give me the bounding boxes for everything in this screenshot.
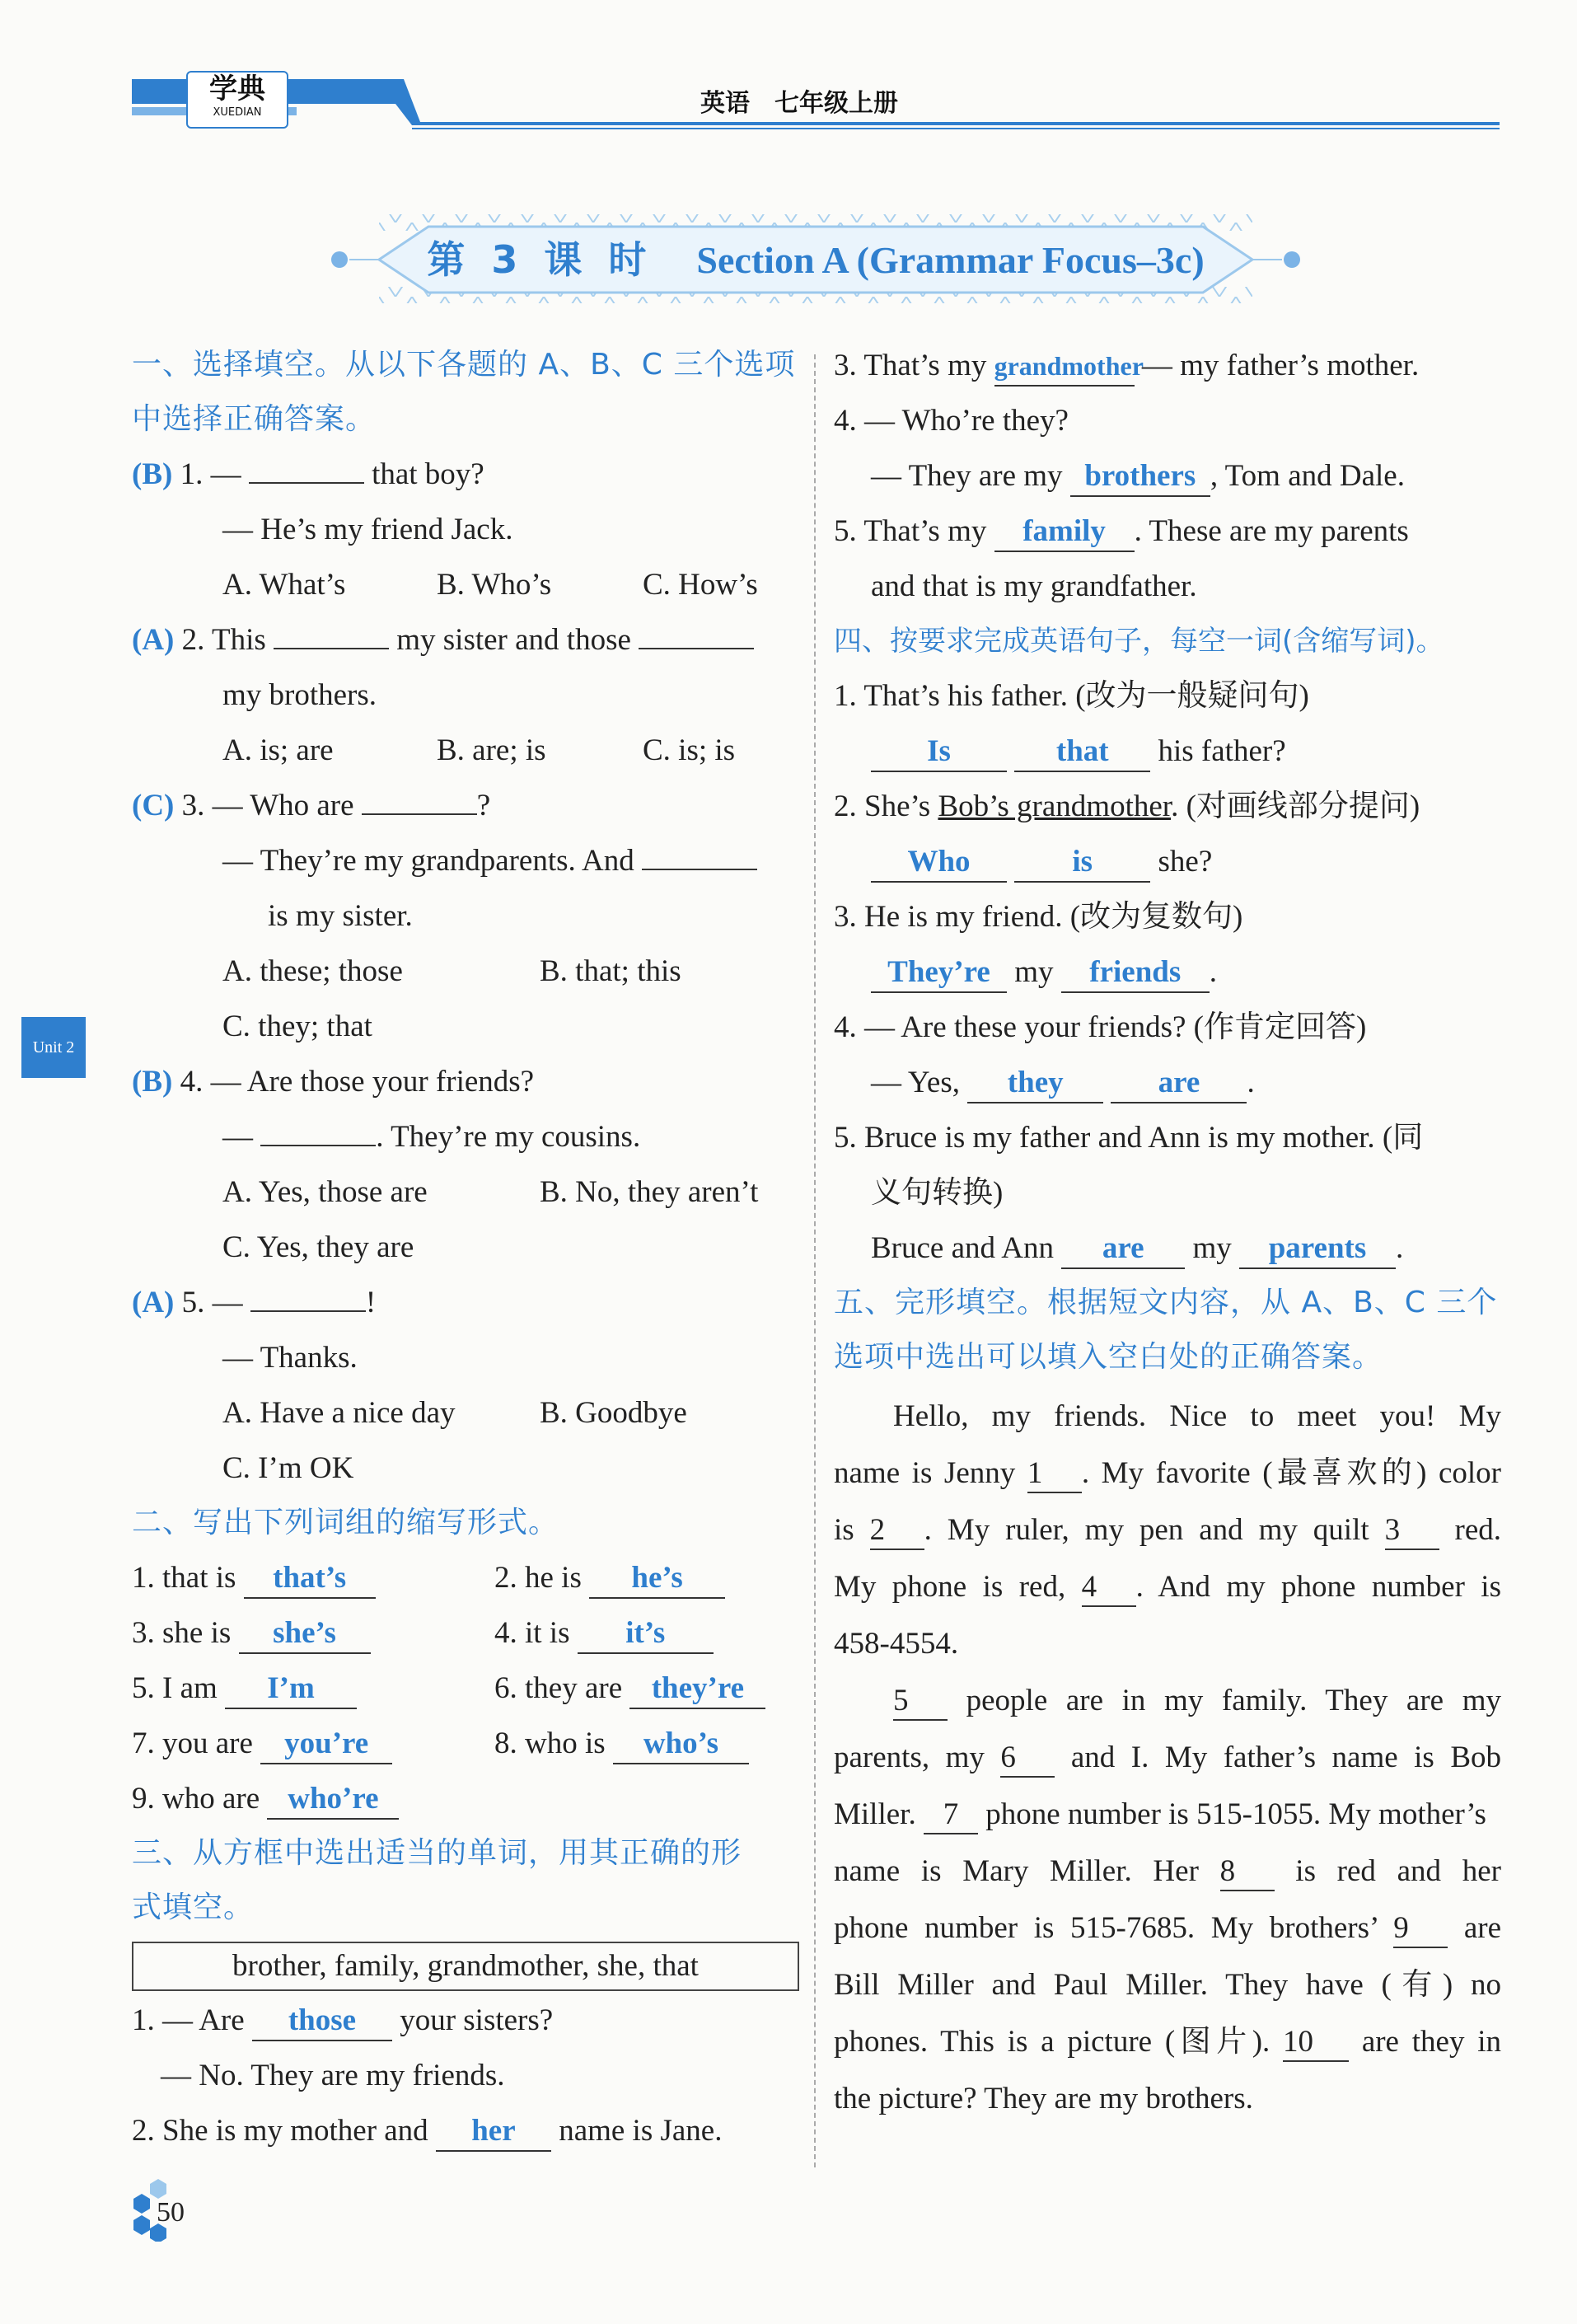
p3-q2: 2. She is my mother and her name is Jane. [132,2103,799,2158]
cloze-text: Hello, my friends. Nice to meet you! My [893,1399,1501,1433]
lesson-title [412,231,1219,289]
part1-heading-2: 中选择正确答案。 [132,402,377,436]
p1-q1-answer: (B) [132,457,173,491]
p4-q4-stem: 4. — Are these your friends? (作肯定回答) [834,1010,1367,1044]
logo-en: XUEDIAN [213,106,262,119]
cloze-line [834,1843,1501,1900]
p1-q2-options: A. is; are B. are; is C. is; is [222,733,736,767]
p3-q5: 5. That’s my family . These are my parents [834,504,1501,559]
section-name: Section A (Grammar Focus–3c) [696,239,1205,281]
cloze-blank[interactable]: 2 [870,1512,924,1550]
cloze-text: is [834,1513,870,1547]
cloze-text: Miller. [834,1797,924,1831]
part1-heading-1: 一、选择填空。从以下各题的 A、B、C 三个选项 [132,348,796,382]
cloze-text: are they in [1349,2025,1501,2059]
cloze-blank[interactable]: 6 [1000,1740,1055,1778]
part2-heading: 二、写出下列词组的缩写形式。 [132,1506,559,1539]
word-box: brother, family, grandmother, she, that [132,1942,799,1991]
cloze-text: My phone is red, [834,1570,1082,1604]
p1-q3-stem: (C) 3. — Who are ? [132,789,491,822]
p2-row-5: 9. who are who’re [132,1771,799,1826]
cloze-text: the picture? They are my brothers. [834,2082,1253,2115]
cloze-blank[interactable]: 7 [924,1797,978,1834]
part5-heading-2: 选项中选出可以填入空白处的正确答案。 [834,1340,1383,1374]
p4-q1-stem: 1. That’s his father. (改为一般疑问句) [834,679,1309,713]
cloze-text: . My favorite (最喜欢的) color [1081,1456,1501,1490]
cloze-text: 458-4554. [834,1627,959,1661]
cloze-text: phone number is 515-7685. My brothers’ [834,1911,1394,1945]
page-number: 50 [157,2197,185,2228]
part3-heading-1: 三、从方框中选出适当的单词，用其正确的形 [132,1836,742,1870]
book-title: 英语 七年级上册 [700,89,898,118]
cloze-text: red. [1439,1513,1501,1547]
column-divider [814,354,816,2167]
lesson-number: 第 3 课 时 [427,237,653,282]
p1-q3-blank-1[interactable] [362,813,477,815]
p4-q2-stem: 2. She’s Bob’s grandmother. (对画线部分提问) [834,790,1420,823]
p1-q4-blank[interactable] [260,1145,376,1146]
cloze-line [834,1900,1501,1956]
p1-q2-blank-2[interactable] [639,648,754,649]
unit-tab: Unit 2 [21,1017,86,1078]
cloze-line [834,1786,1501,1843]
part4-heading: 四、按要求完成英语句子，每空一词(含缩写词)。 [834,625,1444,658]
p4-q4-answer: — Yes, they are . [834,1055,1501,1110]
cloze-line [834,1615,1501,1672]
cloze-line [834,1388,1501,1445]
cloze-line [834,1672,1501,1729]
part5-heading-1: 五、完形填空。根据短文内容，从 A、B、C 三个 [834,1286,1498,1319]
p2-row-2: 3. she is she’s 4. it is it’s [132,1605,799,1661]
cloze-text: parents, my [834,1741,1001,1774]
p1-q1-options: A. What’s B. Who’s C. How’s [222,568,758,602]
p4-q1-answer: Is that his father? [834,724,1501,779]
cloze-text: is red and her [1274,1854,1501,1888]
logo-cn: 学典 [209,73,265,105]
cloze-blank[interactable]: 4 [1082,1569,1136,1607]
cloze-blank[interactable]: 10 [1283,2024,1349,2062]
cloze-line [834,1558,1501,1615]
p3-q3: 3. That’s my grandmother — my father’s mother. [834,338,1501,393]
p1-q3-options: A. these; those B. that; this [222,954,681,988]
cloze-text: . And my phone number is [1135,1570,1501,1604]
p4-q3-answer: They’re my friends . [834,944,1501,1000]
p1-q2-stem: (A) 2. This my sister and those [132,612,799,668]
p1-q4-options: A. Yes, those are B. No, they aren’t [222,1175,759,1209]
p3-q4: 4. — Who’re they? [834,404,1069,438]
cloze-line [834,1502,1501,1558]
p1-q1-blank[interactable] [249,482,364,484]
right-column: 3. That’s my grandmother — my father’s mother. 4. — Who’re they? — They are my brothers , Tom and Dale. 5. That’s my family . These are my parents and that is my grandfather. 四、按要求完成英语句子，每空一词(含缩写词)。 1. That’s his father. (改为一般疑问句) Is that his father? 2. She’s Bob’s grandmother. (对画线部分提问) Who is she? 3. He is my friend. (改为复数句) They’re my friends . 4. — Are these your friends? (作肯定回答) — Yes, they are . 5. Bruce is my father and Ann is my mother. (同 义句转换) Bruce and Ann are my parents . 五、完形填空。根据短文内容，从 A、B、C 三个 选项中选出可以填入空白处的正确答案。 Hello, my friends. Nice to meet you! My name is Jenny 1 . My favorite (最喜欢的) color is 2 . My ruler, my pen and my quilt 3 red. My phone is red, 4 . And my phone number is 458-4554. 5 people are in my family. They are my parents, my 6 and I. My father’s name is Bob Miller. 7 phone number is 515-1055. My mother’s name is Mary Miller. Her 8 is red and her phone number is 515-7685. My brothers’ 9 are Bill Miller and Paul Miller. They have (有) no phones. This is a picture (图片). 10 are they in the picture? They are my brothers. [834,338,1501,2127]
page-number-area [127,2176,226,2242]
p2-row-4: 7. you are you’re 8. who is who’s [132,1716,799,1771]
cloze-text: name is Mary Miller. Her [834,1854,1220,1888]
cloze-blank[interactable]: 8 [1220,1853,1275,1891]
cloze-line [834,2070,1501,2127]
cloze-blank[interactable]: 1 [1027,1455,1082,1493]
p2-row-1: 1. that is that’s 2. he is he’s [132,1550,799,1605]
part3-heading-2: 式填空。 [132,1891,255,1924]
logo [186,71,288,129]
p1-q2-blank-1[interactable] [274,648,389,649]
p2-row-3: 5. I am I’m 6. they are they’re [132,1661,799,1716]
p1-q3-blank-2[interactable] [642,869,757,870]
p1-q1-reply: — He’s my friend Jack. [222,513,513,546]
p4-q5-stem-2: 义句转换) [871,1176,1004,1210]
cloze-text: Bill Miller and Paul Miller. They have (有) no [834,1968,1501,2002]
cloze-blank[interactable]: 9 [1393,1910,1448,1948]
cloze-text: . My ruler, my pen and my quilt [924,1513,1385,1547]
cloze-text: name is Jenny [834,1456,1027,1490]
cloze-line [834,1445,1501,1502]
header-bar [132,71,1500,137]
cloze-line [834,2013,1501,2070]
p1-q4-stem: (B) 4. — Are those your friends? [132,1065,535,1099]
title-banner [330,198,1302,321]
p1-q5-stem: (A) 5. — ! [132,1286,377,1319]
cloze-blank[interactable]: 3 [1385,1512,1439,1550]
cloze-text: phones. This is a picture (图片). [834,2025,1284,2059]
p1-q5-options: A. Have a nice day B. Goodbye [222,1396,687,1430]
p1-q1-stem: (B) 1. — that boy? [132,457,484,491]
cloze-text: and I. My father’s name is Bob [1055,1741,1501,1774]
p4-q3-stem: 3. He is my friend. (改为复数句) [834,900,1243,934]
cloze-line [834,1956,1501,2013]
left-column: 一、选择填空。从以下各题的 A、B、C 三个选项 中选择正确答案。 (B) 1. — that boy? — He’s my friend Jack. A. What’s B. Who’s C. How’s (A) 2. This my sister and those my brothers. A. is; are B. are; is C. is; is (C) 3. — Who are ? — They’re my grandparents. And is my sister. A. these; those B. that; this C. they; that (B) 4. — Are those your friends? — . They’re my cousins. A. Yes, those are B. No, they aren’t C. Yes, they are (A) 5. — ! — Thanks. A. Have a nice day B. Goodbye C. I’m OK 二、写出下列词组的缩写形式。 1. that is that’s 2. he is he’s 3. she is she’s 4. it is it’s 5. I am I’m 6. they are they’re 7. you are you’re 8. who is who’s 9. who are who’re 三、从方框中选出适当的单词，用其正确的形 式填空。 brother, family, grandmother, she, that 1. — Are those your sisters? — No. They are my friends. 2. She is my mother and her name is Jane. [132,338,799,2158]
cloze-text: phone number is 515-1055. My mother’s [977,1797,1486,1831]
p3-q1: 1. — Are those your sisters? [132,1993,799,2048]
cloze-passage [834,1388,1501,2127]
cloze-text: people are in my family. They are my [948,1684,1501,1717]
cloze-line [834,1729,1501,1786]
p4-q2-answer: Who is she? [834,834,1501,889]
p1-q5-blank[interactable] [250,1310,366,1312]
p4-q5-answer: Bruce and Ann are my parents . [834,1221,1501,1276]
cloze-blank[interactable]: 5 [893,1683,948,1721]
p4-q5-stem-1: 5. Bruce is my father and Ann is my mother. (同 [834,1121,1424,1155]
cloze-text: are [1448,1911,1501,1945]
